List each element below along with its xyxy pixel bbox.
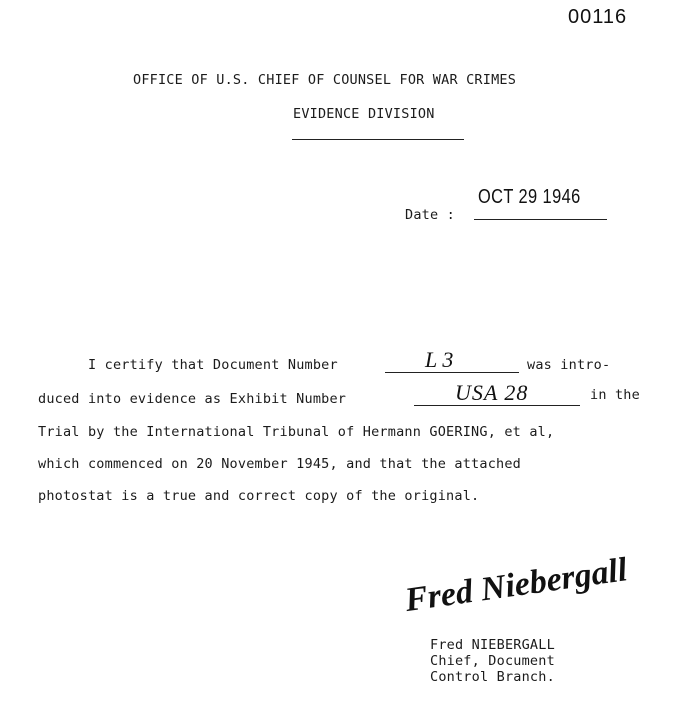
heading-underline [292, 139, 464, 140]
signatory-title-1: Chief, Document [430, 653, 555, 669]
division-heading: EVIDENCE DIVISION [293, 106, 435, 122]
body-line-3: Trial by the International Tribunal of Hermann GOERING, et al, [38, 424, 555, 440]
body-line-1-end: was intro- [527, 357, 611, 373]
body-line-2-start: duced into evidence as Exhibit Number [38, 391, 347, 407]
signatory-title-2: Control Branch. [430, 669, 555, 685]
body-line-2-end: in the [590, 387, 640, 403]
signatory-name: Fred NIEBERGALL [430, 637, 555, 653]
signature: Fred Niebergall [402, 551, 630, 620]
page-number: 00116 [568, 6, 628, 28]
date-stamp: OCT 29 1946 [478, 186, 581, 208]
exhibit-number-value: USA 28 [455, 380, 529, 405]
date-underline [474, 219, 607, 220]
document-number-value: L 3 [425, 347, 454, 372]
body-line-5: photostat is a true and correct copy of the original. [38, 488, 480, 504]
date-label: Date : [405, 207, 455, 223]
body-line-1-start: I certify that Document Number [88, 357, 338, 373]
body-line-4: which commenced on 20 November 1945, and that the attached [38, 456, 522, 472]
office-heading: OFFICE OF U.S. CHIEF OF COUNSEL FOR WAR CRIMES [133, 72, 517, 88]
